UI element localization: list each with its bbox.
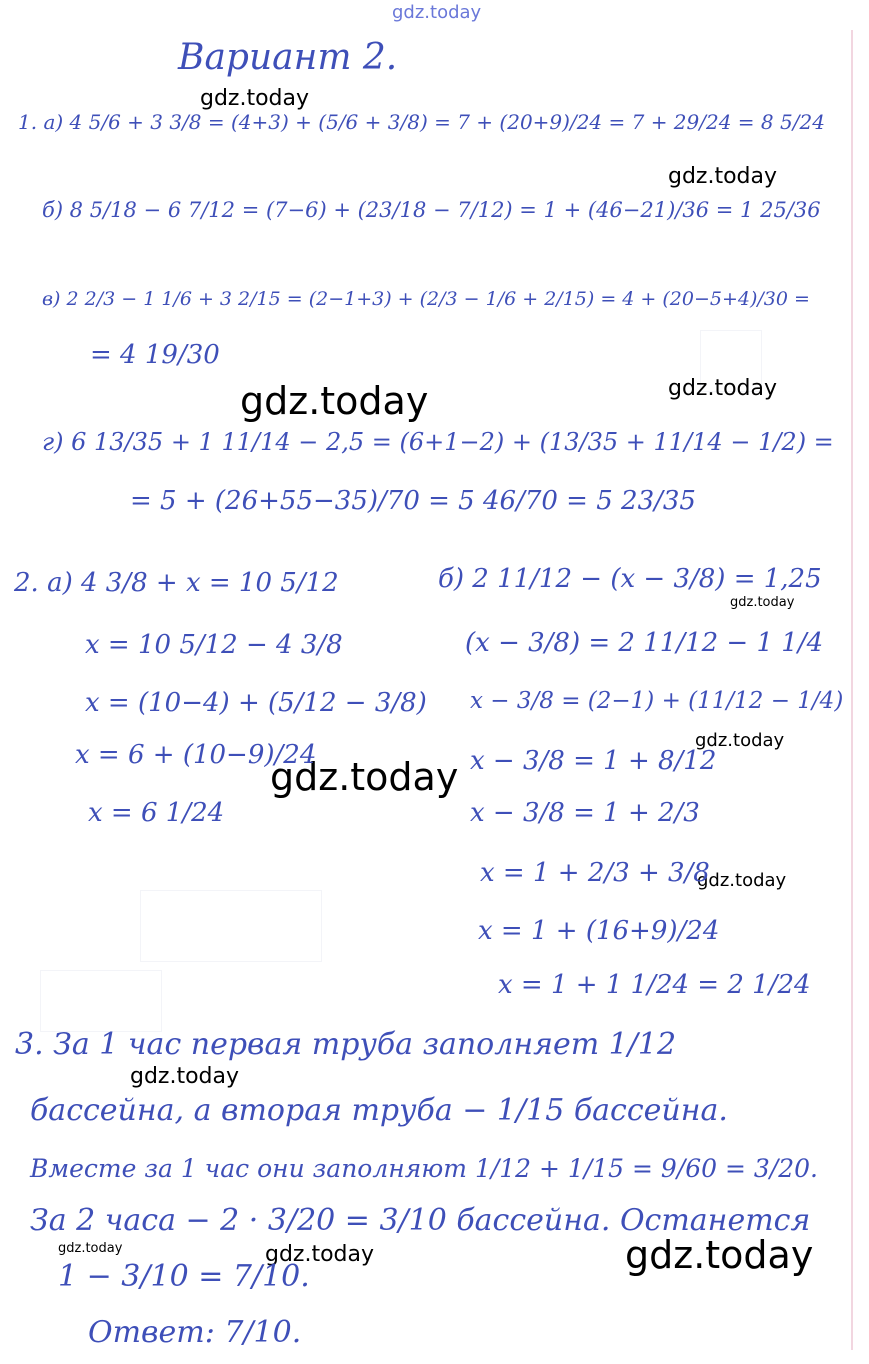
watermark: gdz.today xyxy=(668,164,778,189)
task2-b-line: x = 1 + (16+9)/24 xyxy=(478,916,720,946)
ghost-grid xyxy=(40,970,162,1032)
margin-line xyxy=(851,30,853,1350)
watermark: gdz.today xyxy=(58,1241,123,1256)
task2-b-line: (x − 3/8) = 2 11/12 − 1 1/4 xyxy=(465,628,824,658)
watermark-top: gdz.today xyxy=(392,2,482,23)
task2-b-line: x = 1 + 1 1/24 = 2 1/24 xyxy=(498,970,811,1000)
task1-g-line1: г) 6 13/35 + 1 11/14 − 2,5 = (6+1−2) + (13/35 + 11/14 − 1/2) = xyxy=(42,428,834,456)
watermark: gdz.today xyxy=(200,86,310,111)
task1-g-line2: = 5 + (26+55−35)/70 = 5 46/70 = 5 23/35 xyxy=(130,486,696,516)
task3-line: За 2 часа − 2 · 3/20 = 3/10 бассейна. Останется xyxy=(30,1203,811,1238)
task3-line: 1 − 3/10 = 7/10. xyxy=(58,1259,310,1294)
watermark: gdz.today xyxy=(130,1064,240,1089)
task1-a: 1. а) 4 5/6 + 3 3/8 = (4+3) + (5/6 + 3/8) = 7 + (20+9)/24 = 7 + 29/24 = 8 5/24 xyxy=(18,110,825,134)
task2-b-line: x − 3/8 = (2−1) + (11/12 − 1/4) xyxy=(470,688,844,714)
watermark: gdz.today xyxy=(730,595,795,610)
task2-a-line: x = 6 1/24 xyxy=(88,798,225,828)
task3-line: 3. За 1 час первая труба заполняет 1/12 xyxy=(15,1027,677,1062)
task3-line: бассейна, а вторая труба − 1/15 бассейна. xyxy=(30,1093,728,1128)
variant-title: Вариант 2. xyxy=(178,37,398,78)
task3-line: Вместе за 1 час они заполняют 1/12 + 1/15 = 9/60 = 3/20. xyxy=(30,1154,818,1183)
task2-b-line: x − 3/8 = 1 + 8/12 xyxy=(470,746,717,776)
task2-a-line: x = 6 + (10−9)/24 xyxy=(75,740,317,770)
watermark: gdz.today xyxy=(265,1242,375,1267)
watermark: gdz.today xyxy=(695,730,785,751)
watermark: gdz.today xyxy=(668,376,778,401)
task3-answer: Ответ: 7/10. xyxy=(88,1315,302,1350)
ghost-grid xyxy=(140,890,322,962)
task2-b-line: x = 1 + 2/3 + 3/8 xyxy=(480,858,710,888)
task2-a-line: x = (10−4) + (5/12 − 3/8) xyxy=(85,688,427,718)
watermark: gdz.today xyxy=(270,755,459,799)
task2-a-line: 2. а) 4 3/8 + x = 10 5/12 xyxy=(14,568,339,598)
task1-v-line1: в) 2 2/3 − 1 1/6 + 3 2/15 = (2−1+3) + (2/3 − 1/6 + 2/15) = 4 + (20−5+4)/30 = xyxy=(42,288,810,310)
task1-b: б) 8 5/18 − 6 7/12 = (7−6) + (23/18 − 7/12) = 1 + (46−21)/36 = 1 25/36 xyxy=(42,198,821,222)
task2-a-line: x = 10 5/12 − 4 3/8 xyxy=(85,630,343,660)
watermark: gdz.today xyxy=(697,870,787,891)
watermark: gdz.today xyxy=(240,379,429,423)
task2-b-line: x − 3/8 = 1 + 2/3 xyxy=(470,798,700,828)
watermark: gdz.today xyxy=(625,1233,814,1277)
task1-v-line2: = 4 19/30 xyxy=(90,340,220,370)
task2-b-line: б) 2 11/12 − (x − 3/8) = 1,25 xyxy=(438,564,822,594)
